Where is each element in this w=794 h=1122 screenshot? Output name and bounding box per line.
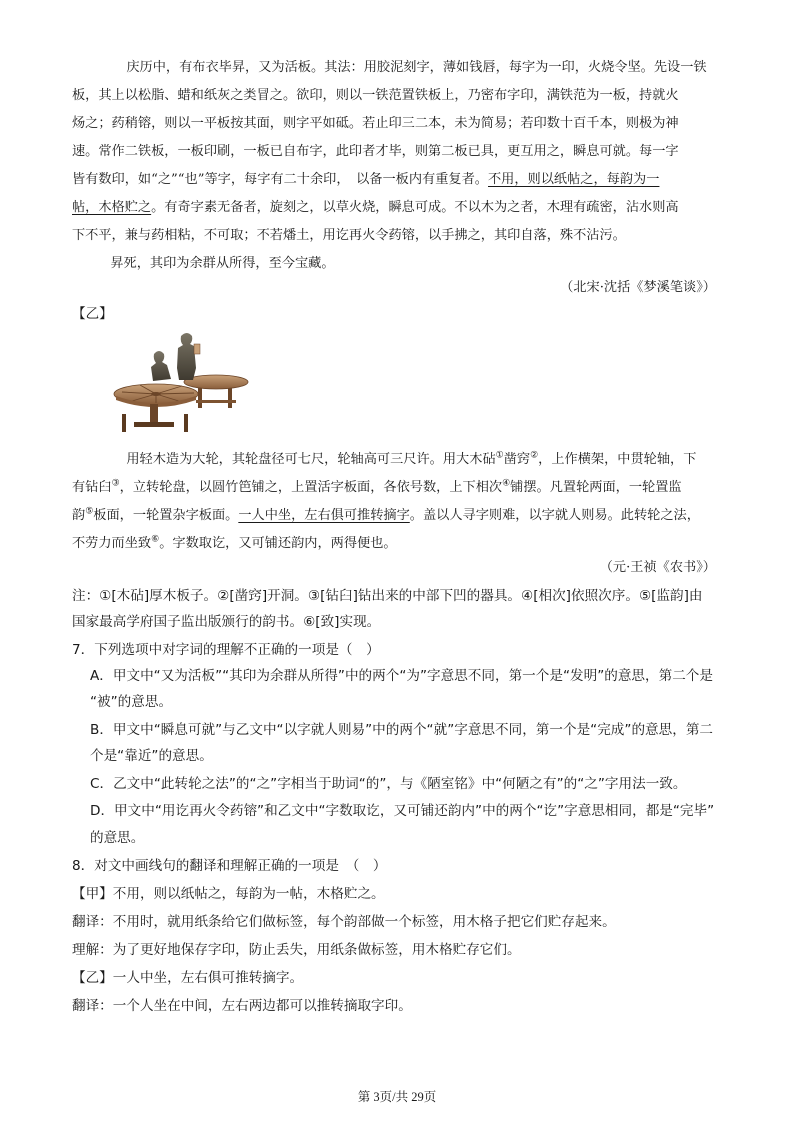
yi-label: 【乙】 (72, 306, 113, 322)
q8-stem: 8．对文中画线句的翻译和理解正确的一项是 （ ） (72, 858, 387, 874)
note-ref-6: ⑥ (151, 534, 160, 545)
yi-line-1-a: 用轻木造为大轮，其轮盘径可七尺，轮轴高可三尺许。用大木砧 (100, 452, 496, 467)
note-ref-3: ③ (111, 478, 120, 489)
notes-line-2: 国家最高学府国子监出版颁行的韵书。⑥[致]实现。 (72, 614, 381, 630)
note-ref-5: ⑤ (85, 506, 94, 517)
jia-line-3: 炀之；药稍镕，则以一平板按其面，则字平如砥。若止印三二本，未为简易；若印数十百千本，则极为神 (72, 116, 679, 131)
jia-line-6 (72, 198, 679, 218)
q8-yi-translation: 翻译：一个人坐在中间，左右两边都可以推转摘取字印。 (72, 998, 412, 1014)
yi-line-1-c: ，上作横架，中贯轮轴，下 (538, 452, 697, 467)
q8-jia-translation: 翻译：不用时，就用纸条给它们做标签，每个韵部做一个标签，用木格子把它们贮存起来。 (72, 914, 616, 930)
note-ref-2: ② (530, 450, 539, 461)
q8-yi-sentence: 【乙】一人中坐，左右俱可推转摘字。 (72, 970, 304, 986)
yi-line-3-b: 板面，一轮置杂字板面。 (93, 508, 239, 523)
q7-stem: 7．下列选项中对字词的理解不正确的一项是（ ） (72, 642, 380, 658)
yi-line-2-b: ，立转轮盘，以圆竹笆铺之，上置活字板面，各依号数，上下相次 (119, 480, 503, 495)
note-ref-4: ④ (502, 478, 511, 489)
yi-line-4-a: 不劳力而坐致 (72, 536, 152, 551)
yi-line-3 (72, 506, 700, 526)
jia-line-5 (72, 170, 659, 190)
rotary-type-wheel-illustration (110, 326, 252, 438)
note-ref-1: ① (495, 450, 504, 461)
q8-jia-sentence: 【甲】不用，则以纸帖之，每韵为一帖，木格贮之。 (72, 886, 385, 902)
jia-line-2: 板，其上以松脂、蜡和纸灰之类冒之。欲印，则以一铁范置铁板上，乃密布字印，满铁范为一板，持就火 (72, 88, 679, 103)
q7-option-b-line-2: 个是“靠近”的意思。 (90, 748, 213, 764)
q7-option-a-line-2: “被”的意思。 (90, 694, 173, 710)
page-number: 第 3页/共 29页 (357, 1090, 437, 1104)
q7-option-b-line-1: B．甲文中“瞬息可就”与乙文中“以字就人则易”中的两个“就”字意思不同，第一个是“完成”的意思，第二 (90, 722, 714, 738)
yi-line-2-c: 铺摆。凡置轮两面，一轮置监 (510, 480, 682, 495)
yi-line-1-b: 凿窍 (503, 452, 531, 467)
notes-line-1: 注：①[木砧]厚木板子。②[凿窍]开洞。③[钻臼]钻出来的中部下凹的器具。④[相次]依照次序。⑤[监韵]由 (72, 588, 703, 604)
yi-citation: （元·王祯《农书》） (599, 560, 716, 575)
jia-line-8: 昇死，其印为余群从所得，至今宝藏。 (84, 256, 335, 271)
yi-line-3-a: 韵 (72, 508, 86, 523)
jia-line-5-text: 皆有数印，如“之”“也”等字，每字有二十余印， 以备一板内有重复者。 (72, 172, 488, 187)
yi-line-3-c: 。盖以人寻字则难，以字就人则易。此转轮之法， (409, 508, 700, 523)
jia-citation: （北宋·沈括《梦溪笔谈》） (560, 280, 716, 295)
yi-line-4 (72, 534, 397, 554)
jia-underline-1: 不用，则以纸帖之，每韵为一 (488, 172, 660, 187)
q8-jia-understanding: 理解：为了更好地保存字印，防止丢失，用纸条做标签，用木格贮存它们。 (72, 942, 521, 958)
yi-line-2 (72, 478, 682, 498)
yi-line-2-a: 有钻臼 (72, 480, 112, 495)
yi-line-4-b: 。字数取讫，又可铺还韵内，两得便也。 (159, 536, 397, 551)
jia-underline-2: 帖，木格贮之 (72, 200, 152, 215)
yi-line-1 (100, 450, 696, 470)
jia-line-6-text: 。有奇字素无备者，旋刻之，以草火烧，瞬息可成。不以木为之者，木理有疏密，沾水则高 (151, 200, 679, 215)
jia-line-1: 庆历中，有布衣毕昇，又为活板。其法：用胶泥刻字，薄如钱唇，每字为一印，火烧令坚。先设一铁 (100, 60, 707, 75)
q7-option-c-line-1: C．乙文中“此转轮之法”的“之”字相当于助词“的”，与《陋室铭》中“何陋之有”的“之”字用法一致。 (90, 776, 687, 792)
yi-underline: 一人中坐，左右俱可推转摘字 (238, 508, 410, 523)
q7-option-a-line-1: A．甲文中“又为活板”“其印为余群从所得”中的两个“为”字意思不同，第一个是“发明”的意思，第二个是 (90, 668, 713, 684)
jia-line-7: 下不平，兼与药相粘，不可取；不若燔土，用讫再火令药镕，以手拂之，其印自落，殊不沾污。 (72, 228, 626, 243)
q7-option-d-line-1: D．甲文中“用讫再火令药镕”和乙文中“字数取讫，又可铺还韵内”中的两个“讫”字意思相同，都是“完毕” (90, 803, 715, 819)
q7-option-d-line-2: 的意思。 (90, 830, 145, 846)
jia-line-4: 速。常作二铁板，一板印刷，一板已自布字，此印者才毕，则第二板已具，更互用之，瞬息可就。每一字 (72, 144, 679, 159)
